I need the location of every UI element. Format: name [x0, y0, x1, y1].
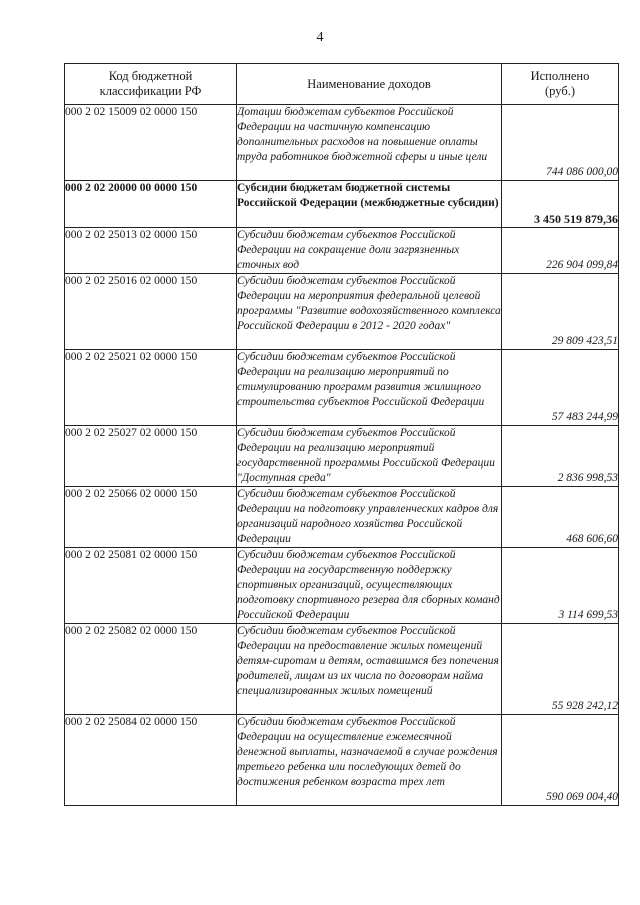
row-amount: 226 904 099,84	[502, 228, 619, 274]
row-code: 000 2 02 25084 02 0000 150	[65, 715, 237, 806]
header-name: Наименование доходов	[237, 64, 502, 105]
row-name: Субсидии бюджетам субъектов Российской Федерации на сокращение доли загрязненных сточных вод	[237, 228, 502, 274]
table-row	[65, 350, 619, 426]
row-code: 000 2 02 15009 02 0000 150	[65, 105, 237, 181]
row-amount: 29 809 423,51	[502, 274, 619, 350]
table-row	[65, 105, 619, 181]
row-name: Субсидии бюджетам субъектов Российской Федерации на осуществление ежемесячной денежной выплаты, назначаемой в случае рождения третьего ребенка или последующих детей до достижения ребенком возраста трех лет	[237, 715, 502, 806]
budget-revenue-table	[64, 63, 619, 806]
row-code: 000 2 02 25027 02 0000 150	[65, 426, 237, 487]
row-amount: 468 606,60	[502, 487, 619, 548]
row-code: 000 2 02 25013 02 0000 150	[65, 228, 237, 274]
table-row	[65, 487, 619, 548]
header-code-line1: Код бюджетной	[108, 69, 193, 83]
header-amount-line1: Исполнено	[530, 69, 590, 83]
row-name: Субсидии бюджетам субъектов Российской Федерации на подготовку управленческих кадров для организаций народного хозяйства Российской Федерации	[237, 487, 502, 548]
table-row	[65, 624, 619, 715]
table-row	[65, 274, 619, 350]
row-name: Субсидии бюджетам субъектов Российской Федерации на реализацию мероприятий по стимулированию программ развития жилищного строительства субъектов Российской Федерации	[237, 350, 502, 426]
row-code: 000 2 02 25021 02 0000 150	[65, 350, 237, 426]
header-code	[65, 64, 237, 105]
row-name: Дотации бюджетам субъектов Российской Федерации на частичную компенсацию дополнительных расходов на повышение оплаты труда работников бюджетной сферы и иные цели	[237, 105, 502, 181]
row-amount: 3 114 699,53	[502, 548, 619, 624]
row-name: Субсидии бюджетам субъектов Российской Федерации на государственную поддержку спортивных организаций, осуществляющих подготовку спортивного резерва для сборных команд Российской Федерации	[237, 548, 502, 624]
row-name: Субсидии бюджетам бюджетной системы Российской Федерации (межбюджетные субсидии)	[237, 181, 502, 228]
table-header-row	[65, 64, 619, 105]
row-name: Субсидии бюджетам субъектов Российской Федерации на предоставление жилых помещений детям-сиротам и детям, оставшимся без попечения родителей, лицам из их числа по договорам найма специализированных жилых помещений	[237, 624, 502, 715]
row-amount: 3 450 519 879,36	[502, 181, 619, 228]
header-amount-line2: (руб.)	[545, 84, 575, 98]
row-code: 000 2 02 25016 02 0000 150	[65, 274, 237, 350]
table-row	[65, 548, 619, 624]
row-amount: 2 836 998,53	[502, 426, 619, 487]
table-row	[65, 228, 619, 274]
row-code: 000 2 02 25082 02 0000 150	[65, 624, 237, 715]
header-code-line2: классификации РФ	[99, 84, 202, 98]
row-code: 000 2 02 25066 02 0000 150	[65, 487, 237, 548]
row-name: Субсидии бюджетам субъектов Российской Федерации на реализацию мероприятий государственной программы Российской Федерации "Доступная среда"	[237, 426, 502, 487]
table-row	[65, 426, 619, 487]
page-number: 4	[316, 30, 324, 45]
row-amount: 744 086 000,00	[502, 105, 619, 181]
table-row	[65, 715, 619, 806]
header-amount	[502, 64, 619, 105]
row-amount: 590 069 004,40	[502, 715, 619, 806]
row-amount: 57 483 244,99	[502, 350, 619, 426]
row-name: Субсидии бюджетам субъектов Российской Федерации на мероприятия федеральной целевой программы "Развитие водохозяйственного комплекса Российской Федерации в 2012 - 2020 годах"	[237, 274, 502, 350]
row-amount: 55 928 242,12	[502, 624, 619, 715]
table-row-subtotal	[65, 181, 619, 228]
row-code: 000 2 02 20000 00 0000 150	[65, 181, 237, 228]
row-code: 000 2 02 25081 02 0000 150	[65, 548, 237, 624]
